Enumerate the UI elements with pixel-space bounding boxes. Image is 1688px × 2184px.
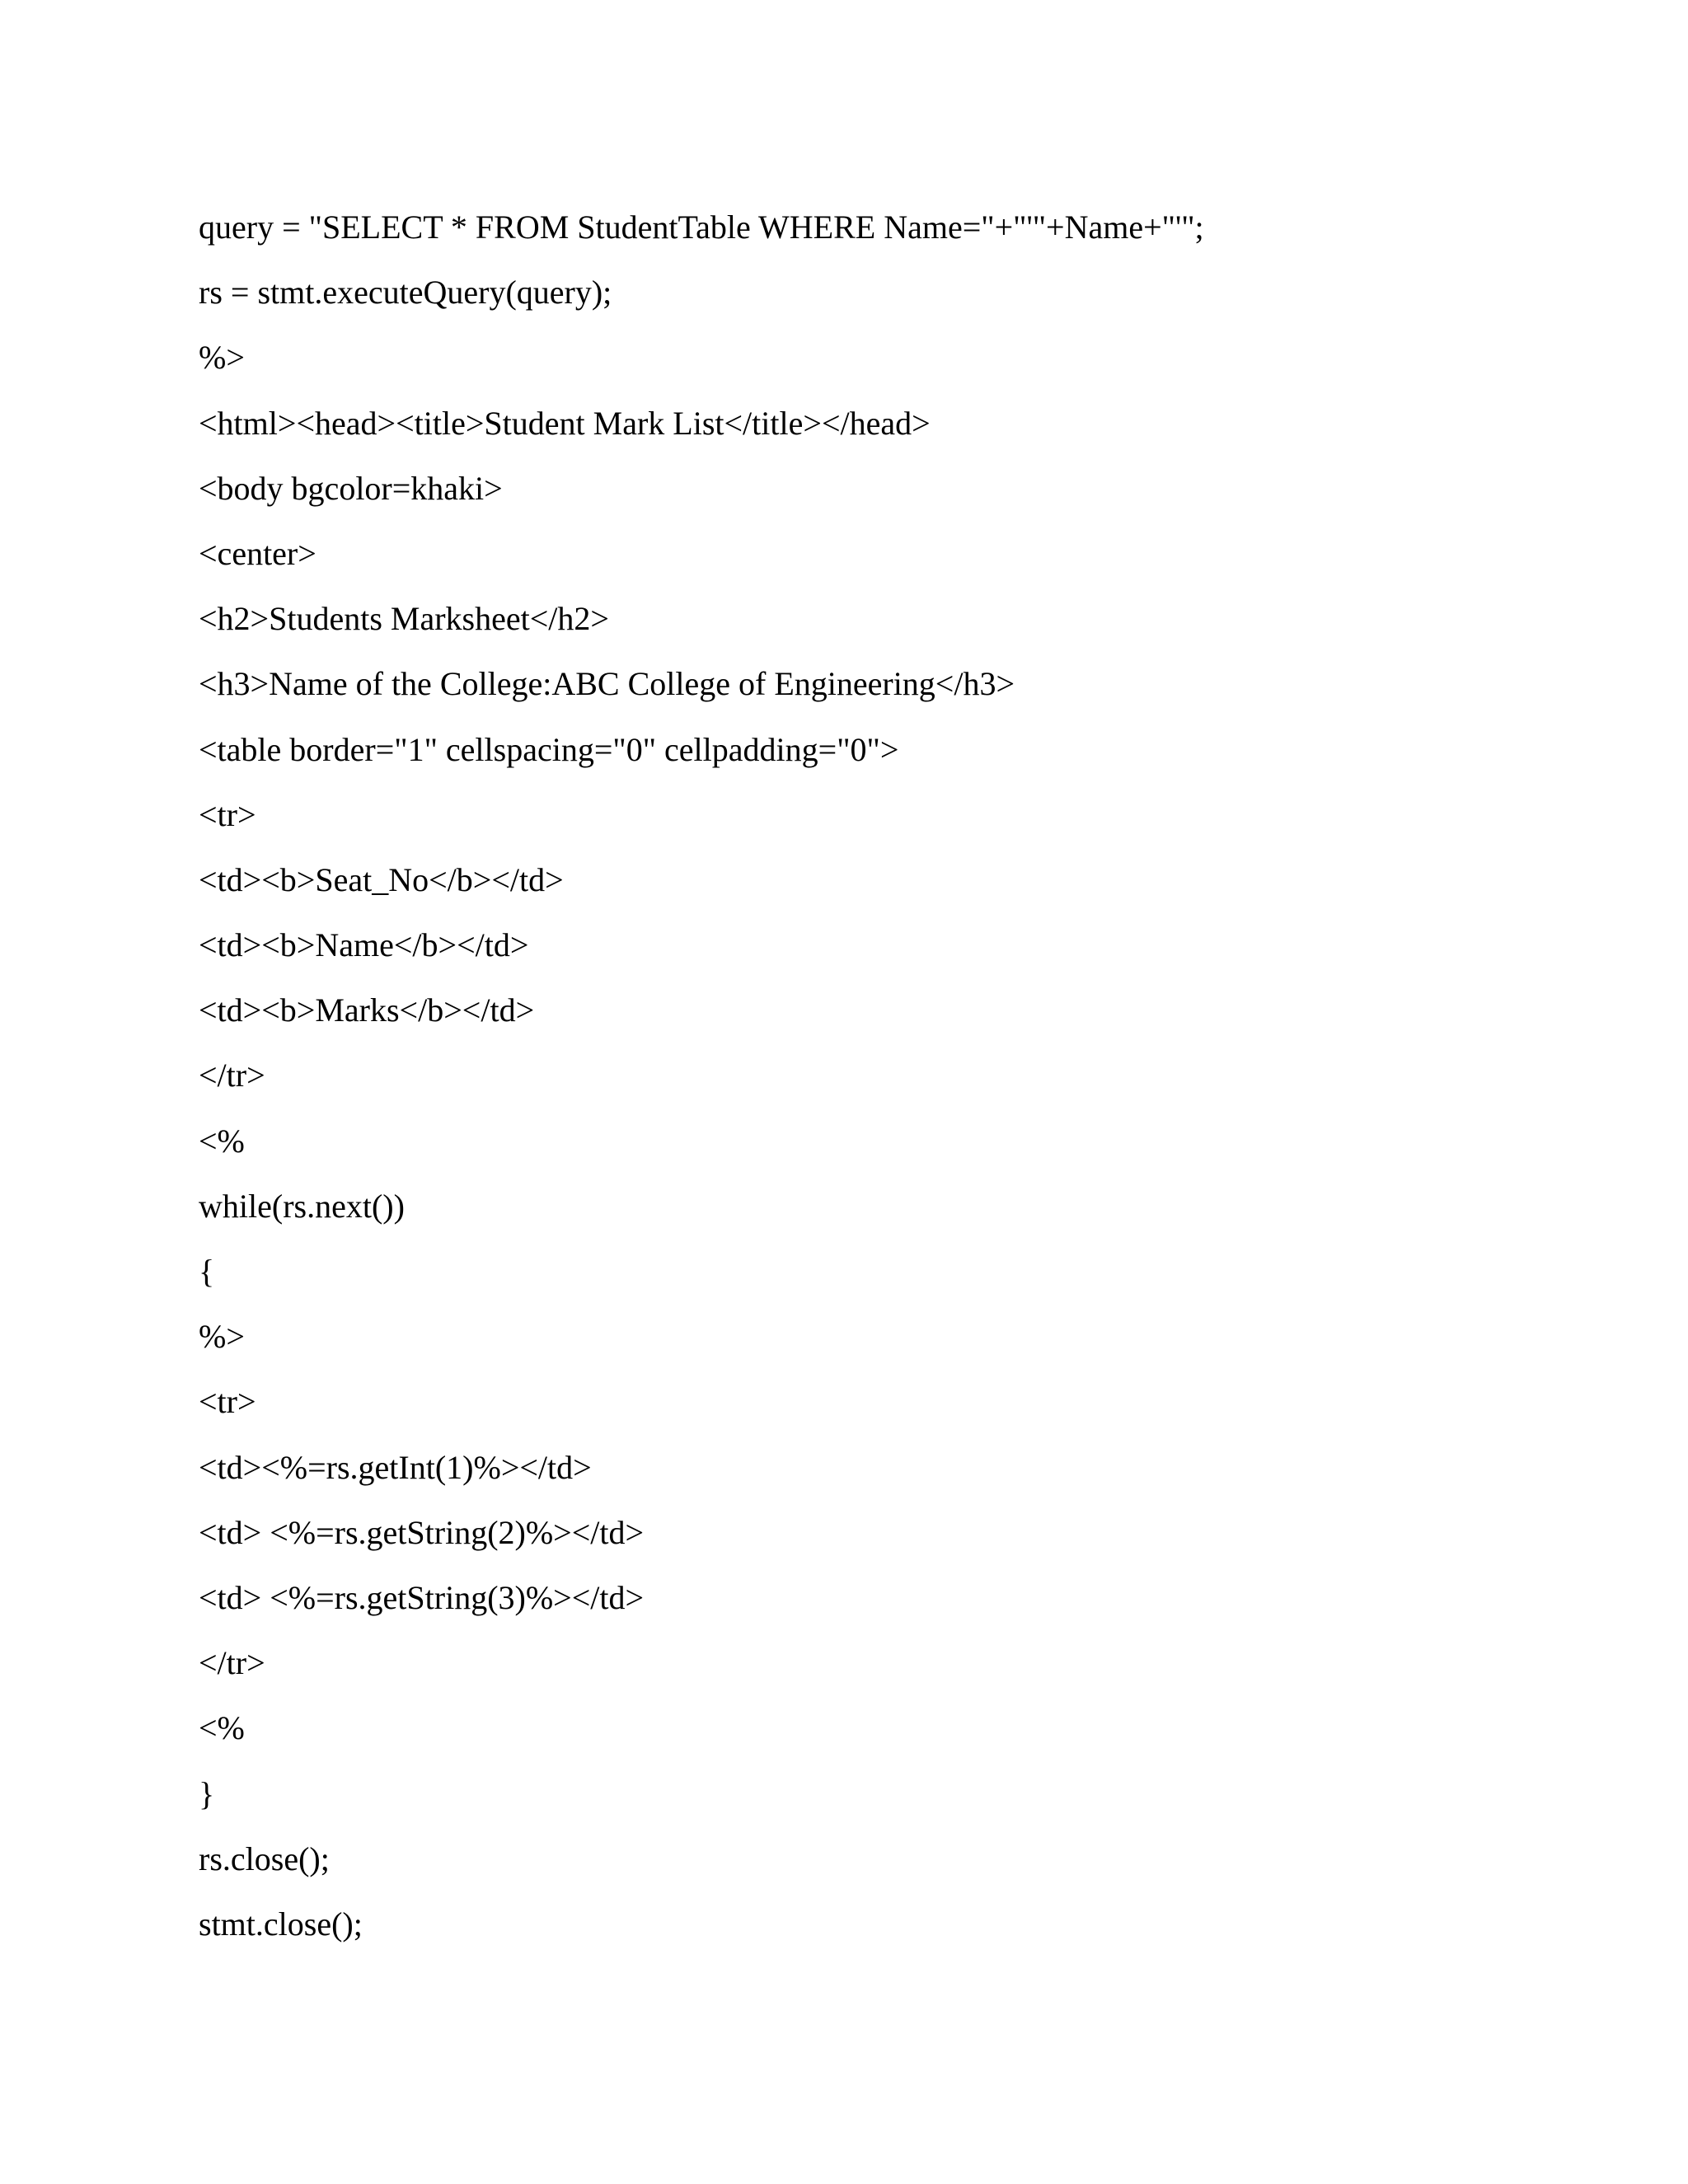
code-line-rs-close: rs.close(); bbox=[199, 1840, 330, 1877]
code-line-scriptlet-close: %> bbox=[199, 339, 245, 377]
code-line-td-marks: <td><b>Marks</b></td> bbox=[199, 991, 535, 1029]
code-line-html-head: <html><head><title>Student Mark List</title></head> bbox=[199, 404, 931, 442]
code-line-td-name: <td><b>Name</b></td> bbox=[199, 926, 529, 964]
code-line-stmt-close: stmt.close(); bbox=[199, 1905, 363, 1943]
code-line-execute-query: rs = stmt.executeQuery(query); bbox=[199, 274, 612, 312]
code-listing bbox=[199, 194, 1600, 1957]
code-line-brace-open: { bbox=[199, 1253, 215, 1290]
code-line-scriptlet-close: %> bbox=[199, 1318, 245, 1356]
code-line-h3: <h3>Name of the College:ABC College of Engineering</h3> bbox=[199, 665, 1015, 703]
code-line-h2: <h2>Students Marksheet</h2> bbox=[199, 600, 609, 638]
code-line-tr-close: </tr> bbox=[199, 1644, 265, 1682]
code-line-tr-open: <tr> bbox=[199, 1383, 256, 1421]
code-line-td-seat-no: <td><b>Seat_No</b></td> bbox=[199, 860, 564, 898]
code-line-tr-close: </tr> bbox=[199, 1057, 265, 1094]
code-line-scriptlet-open: <% bbox=[199, 1122, 245, 1160]
code-line-scriptlet-open: <% bbox=[199, 1709, 245, 1747]
code-line-td-get-string-3: <td> <%=rs.getString(3)%></td> bbox=[199, 1578, 645, 1616]
code-line-while: while(rs.next()) bbox=[199, 1187, 405, 1225]
code-line-brace-close: } bbox=[199, 1774, 215, 1812]
code-line-center: <center> bbox=[199, 534, 316, 572]
code-line-td-get-int: <td><%=rs.getInt(1)%></td> bbox=[199, 1448, 592, 1486]
code-line-td-get-string-2: <td> <%=rs.getString(2)%></td> bbox=[199, 1513, 645, 1551]
code-line-tr-open: <tr> bbox=[199, 795, 256, 833]
code-line-query: query = "SELECT * FROM StudentTable WHERE Name="+"'"+Name+"'"; bbox=[199, 209, 1204, 246]
code-line-table-open: <table border="1" cellspacing="0" cellpadding="0"> bbox=[199, 730, 899, 768]
code-line-body: <body bgcolor=khaki> bbox=[199, 469, 503, 507]
